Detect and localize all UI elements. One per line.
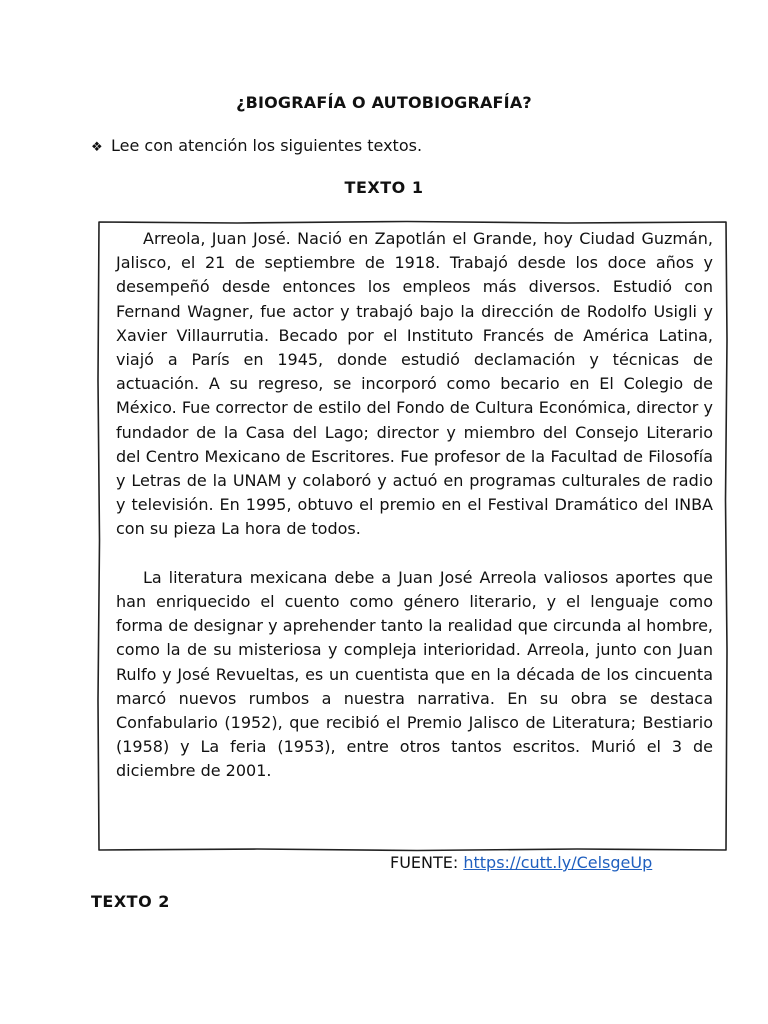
diamond-bullet-icon: ❖ <box>91 140 103 155</box>
instruction-line <box>91 136 422 155</box>
text1-paragraph-2: La literatura mexicana debe a Juan José Arreola valiosos aportes que han enriquecido el cuento como género literario, y el lenguaje como forma de designar y aprehender tanto la realidad que circunda al hombre, como la de su misteriosa y compleja interioridad. Arreola, junto con Juan Rulfo y José Revueltas, es un cuentista que en la década de los cincuenta marcó nuevos rumbos a nuestra narrativa. En su obra se destaca Confabulario (1952), que recibió el Premio Jalisco de Literatura; Bestiario (1958) y La feria (1953), entre otros tantos escritos. Murió el 3 de diciembre de 2001. <box>116 567 713 781</box>
text1-body <box>116 227 713 784</box>
instruction-text: Lee con atención los siguientes textos. <box>111 136 423 155</box>
text1-paragraph-1: Arreola, Juan José. Nació en Zapotlán el Grande, hoy Ciudad Guzmán, Jalisco, el 21 de septiembre de 1918. Trabajó desde los doce años y desempeñó desde entonces los empleos más diversos. Estudió con Fernand Wagner, fue actor y trabajó bajo la dirección de Rodolfo Usigli y Xavier Villaurrutia. Becado por el Instituto Francés de América Latina, viajó a París en 1945, donde estudió declamación y técnicas de actuación. A su regreso, se incorporó como becario en El Colegio de México. Fue corrector de estilo del Fondo de Cultura Económica, director y fundador de la Casa del Lago; director y miembro del Consejo Literario del Centro Mexicano de Escritores. Fue profesor de la Facultad de Filosofía y Letras de la UNAM y colaboró y actuó en programas culturales de radio y televisión. En 1995, obtuvo el premio en el Festival Dramático del INBA con su pieza La hora de todos. <box>116 229 713 539</box>
source-line <box>390 853 652 872</box>
source-link[interactable]: https://cutt.ly/CelsgeUp <box>463 853 653 872</box>
text1-heading: TEXTO 1 <box>344 178 424 197</box>
text2-heading: TEXTO 2 <box>91 892 170 911</box>
source-label: FUENTE: <box>390 853 459 872</box>
page-title: ¿BIOGRAFÍA O AUTOBIOGRAFÍA? <box>236 93 532 112</box>
